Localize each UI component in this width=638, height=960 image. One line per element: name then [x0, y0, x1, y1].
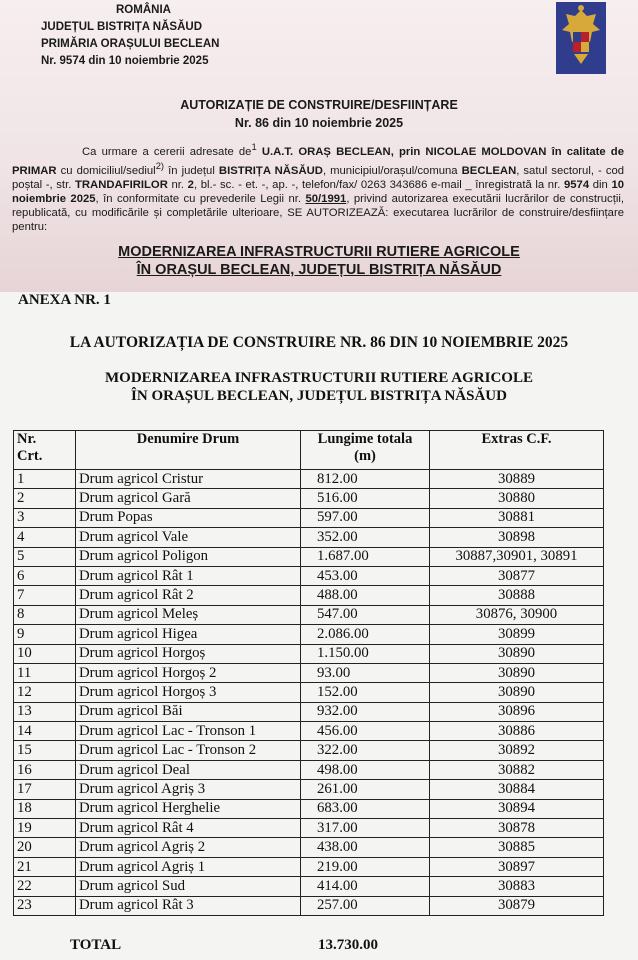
- road-length: 1.687.00: [301, 547, 430, 566]
- row-number: 15: [14, 741, 76, 760]
- annex-page: [0, 292, 638, 960]
- town: BECLEAN: [461, 164, 517, 177]
- land-registry-extract: 30884: [430, 780, 604, 799]
- table-row: [14, 683, 604, 702]
- road-length: 219.00: [301, 857, 430, 876]
- table-row: [14, 470, 604, 489]
- road-name: Drum agricol Lac - Tronson 2: [76, 741, 301, 760]
- table-row: [14, 644, 604, 663]
- road-name: Drum agricol Herghelie: [76, 799, 301, 818]
- road-length: 683.00: [301, 799, 430, 818]
- table-row: [14, 528, 604, 547]
- road-length: 261.00: [301, 780, 430, 799]
- para-text: , în conformitate cu prevederile Legii nr.: [95, 192, 302, 205]
- table-header-row: [14, 431, 604, 470]
- romania-coat-of-arms-icon: [556, 2, 606, 74]
- issuer-header: [41, 2, 219, 70]
- table-row: [14, 722, 604, 741]
- row-number: 6: [14, 566, 76, 585]
- row-number: 8: [14, 605, 76, 624]
- road-length: 516.00: [301, 489, 430, 508]
- project-title-line2: ÎN ORAȘUL BECLEAN, JUDEȚUL BISTRIȚA NĂSĂUD: [136, 262, 502, 278]
- reference-number: Nr. 9574 din 10 noiembrie 2025: [41, 55, 209, 67]
- roads-table: [13, 430, 604, 916]
- total-label: TOTAL: [70, 937, 122, 953]
- road-length: 322.00: [301, 741, 430, 760]
- road-name: Drum agricol Deal: [76, 760, 301, 779]
- country-name: ROMÂNIA: [116, 4, 171, 16]
- land-registry-extract: 30878: [430, 819, 604, 838]
- row-number: 9: [14, 625, 76, 644]
- road-name: Drum agricol Agriș 2: [76, 838, 301, 857]
- road-name: Drum agricol Rât 3: [76, 896, 301, 915]
- para-text: nr.: [171, 178, 185, 191]
- table-row: [14, 489, 604, 508]
- road-length: 414.00: [301, 877, 430, 896]
- authorization-page: [0, 0, 638, 292]
- road-name: Drum agricol Rât 4: [76, 819, 301, 838]
- county: BISTRIȚA NĂSĂUD: [218, 164, 323, 177]
- row-number: 10: [14, 644, 76, 663]
- para-text: în județul: [168, 164, 215, 177]
- road-length: 488.00: [301, 586, 430, 605]
- para-text: , municipiul/orașul/comuna: [322, 164, 458, 177]
- road-name: Drum agricol Horgoș 2: [76, 663, 301, 682]
- row-number: 7: [14, 586, 76, 605]
- row-number: 12: [14, 683, 76, 702]
- road-name: Drum agricol Meleș: [76, 605, 301, 624]
- road-length: 438.00: [301, 838, 430, 857]
- total-value: 13.730.00: [318, 937, 378, 953]
- road-name: Drum agricol Horgoș 3: [76, 683, 301, 702]
- land-registry-extract: 30876, 30900: [430, 605, 604, 624]
- row-number: 13: [14, 702, 76, 721]
- road-length: 152.00: [301, 683, 430, 702]
- para-text: , bl.- sc. - et. -, ap. -, telefon/fax/ 0263 343686 e-mail _ înregistrată la nr.: [193, 178, 561, 191]
- road-name: Drum agricol Lac - Tronson 1: [76, 722, 301, 741]
- applicant: U.A.T. ORAȘ BECLEAN, prin NICOLAE MOLDOVAN în calitate de PRIMAR: [12, 145, 624, 177]
- road-name: Drum agricol Horgoș: [76, 644, 301, 663]
- road-length: 547.00: [301, 605, 430, 624]
- road-length: 812.00: [301, 470, 430, 489]
- para-text: , satul sectorul, - cod poștal -, str.: [12, 164, 625, 191]
- para-text: , privind autorizarea executării lucrărilor de construcții, republicată, cu modificările și completările ulterioare, SE AUTORIZEAZĂ: executarea lucrărilor de construire/desființare pentru:: [12, 192, 624, 233]
- table-row: [14, 741, 604, 760]
- land-registry-extract: 30886: [430, 722, 604, 741]
- county-name: JUDEȚUL BISTRIȚA NĂSĂUD: [41, 21, 203, 33]
- table-row: [14, 625, 604, 644]
- registration-number: 9574: [563, 178, 590, 191]
- land-registry-extract: 30888: [430, 586, 604, 605]
- road-length: 93.00: [301, 663, 430, 682]
- row-number: 18: [14, 799, 76, 818]
- road-length: 1.150.00: [301, 644, 430, 663]
- table-row: [14, 857, 604, 876]
- document-title: AUTORIZAȚIE DE CONSTRUIRE/DESFIINȚARE: [180, 98, 458, 112]
- table-row: [14, 566, 604, 585]
- table-row: [14, 760, 604, 779]
- road-length: 597.00: [301, 508, 430, 527]
- table-row: [14, 663, 604, 682]
- row-number: 20: [14, 838, 76, 857]
- land-registry-extract: 30894: [430, 799, 604, 818]
- para-text: cu domiciliul/sediul: [60, 164, 156, 177]
- road-name: Drum agricol Agriș 1: [76, 857, 301, 876]
- row-number: 4: [14, 528, 76, 547]
- land-registry-extract: 30889: [430, 470, 604, 489]
- footnote-mark: 1: [251, 141, 257, 152]
- road-length: 932.00: [301, 702, 430, 721]
- law-number: 50/1991: [305, 192, 347, 205]
- row-number: 21: [14, 857, 76, 876]
- road-length: 498.00: [301, 760, 430, 779]
- land-registry-extract: 30896: [430, 702, 604, 721]
- document-number: Nr. 86 din 10 noiembrie 2025: [234, 116, 404, 130]
- table-row: [14, 702, 604, 721]
- land-registry-extract: 30890: [430, 663, 604, 682]
- authorization-paragraph: [12, 140, 624, 234]
- road-name: Drum agricol Sud: [76, 877, 301, 896]
- table-row: [14, 605, 604, 624]
- road-length: 456.00: [301, 722, 430, 741]
- header-nr: Nr. Crt.: [14, 431, 76, 470]
- land-registry-extract: 30899: [430, 625, 604, 644]
- road-name: Drum agricol Rât 1: [76, 566, 301, 585]
- table-row: [14, 819, 604, 838]
- road-length: 352.00: [301, 528, 430, 547]
- land-registry-extract: 30883: [430, 877, 604, 896]
- land-registry-extract: 30885: [430, 838, 604, 857]
- row-number: 11: [14, 663, 76, 682]
- table-row: [14, 547, 604, 566]
- header-name: Denumire Drum: [76, 431, 301, 470]
- row-number: 22: [14, 877, 76, 896]
- road-length: 453.00: [301, 566, 430, 585]
- table-row: [14, 799, 604, 818]
- row-number: 3: [14, 508, 76, 527]
- road-name: Drum agricol Agriș 3: [76, 780, 301, 799]
- land-registry-extract: 30890: [430, 683, 604, 702]
- road-name: Drum agricol Gară: [76, 489, 301, 508]
- street-number: 2: [187, 178, 194, 191]
- table-row: [14, 877, 604, 896]
- land-registry-extract: 30881: [430, 508, 604, 527]
- table-row: [14, 508, 604, 527]
- land-registry-extract: 30898: [430, 528, 604, 547]
- road-name: Drum agricol Băi: [76, 702, 301, 721]
- row-number: 2: [14, 489, 76, 508]
- road-name: Drum agricol Poligon: [76, 547, 301, 566]
- para-text: din: [592, 178, 608, 191]
- annex-title-line2: ÎN ORAȘUL BECLEAN, JUDEȚUL BISTRIȚA NĂSĂUD: [131, 388, 507, 404]
- footnote-mark: 2): [155, 159, 165, 171]
- annex-title-line1: MODERNIZAREA INFRASTRUCTURII RUTIERE AGRICOLE: [105, 370, 533, 386]
- land-registry-extract: 30882: [430, 760, 604, 779]
- land-registry-extract: 30879: [430, 896, 604, 915]
- para-text: Ca urmare a cererii adresate de: [82, 145, 252, 158]
- land-registry-extract: 30892: [430, 741, 604, 760]
- row-number: 19: [14, 819, 76, 838]
- road-length: 317.00: [301, 819, 430, 838]
- road-name: Drum agricol Higea: [76, 625, 301, 644]
- row-number: 23: [14, 896, 76, 915]
- road-name: Drum agricol Rât 2: [76, 586, 301, 605]
- street: TRANDAFIRILOR: [74, 178, 168, 191]
- project-title-line1: MODERNIZAREA INFRASTRUCTURII RUTIERE AGRICOLE: [118, 244, 520, 260]
- row-number: 1: [14, 470, 76, 489]
- header-length: Lungime totala (m): [301, 431, 430, 470]
- land-registry-extract: 30880: [430, 489, 604, 508]
- table-row: [14, 838, 604, 857]
- land-registry-extract: 30897: [430, 857, 604, 876]
- land-registry-extract: 30877: [430, 566, 604, 585]
- table-row: [14, 586, 604, 605]
- registration-date: 10 noiembrie 2025: [12, 178, 625, 205]
- table-row: [14, 780, 604, 799]
- annex-label: ANEXA NR. 1: [18, 292, 111, 308]
- road-name: Drum agricol Cristur: [76, 470, 301, 489]
- road-name: Drum agricol Vale: [76, 528, 301, 547]
- road-length: 257.00: [301, 896, 430, 915]
- annex-reference: LA AUTORIZAȚIA DE CONSTRUIRE NR. 86 DIN 10 NOIEMBRIE 2025: [69, 334, 569, 351]
- road-length: 2.086.00: [301, 625, 430, 644]
- row-number: 5: [14, 547, 76, 566]
- row-number: 14: [14, 722, 76, 741]
- office-name: PRIMĂRIA ORAȘULUI BECLEAN: [41, 38, 220, 50]
- header-extras: Extras C.F.: [430, 431, 604, 470]
- land-registry-extract: 30890: [430, 644, 604, 663]
- road-name: Drum Popas: [76, 508, 301, 527]
- row-number: 16: [14, 760, 76, 779]
- land-registry-extract: 30887,30901, 30891: [430, 547, 604, 566]
- row-number: 17: [14, 780, 76, 799]
- table-row: [14, 896, 604, 915]
